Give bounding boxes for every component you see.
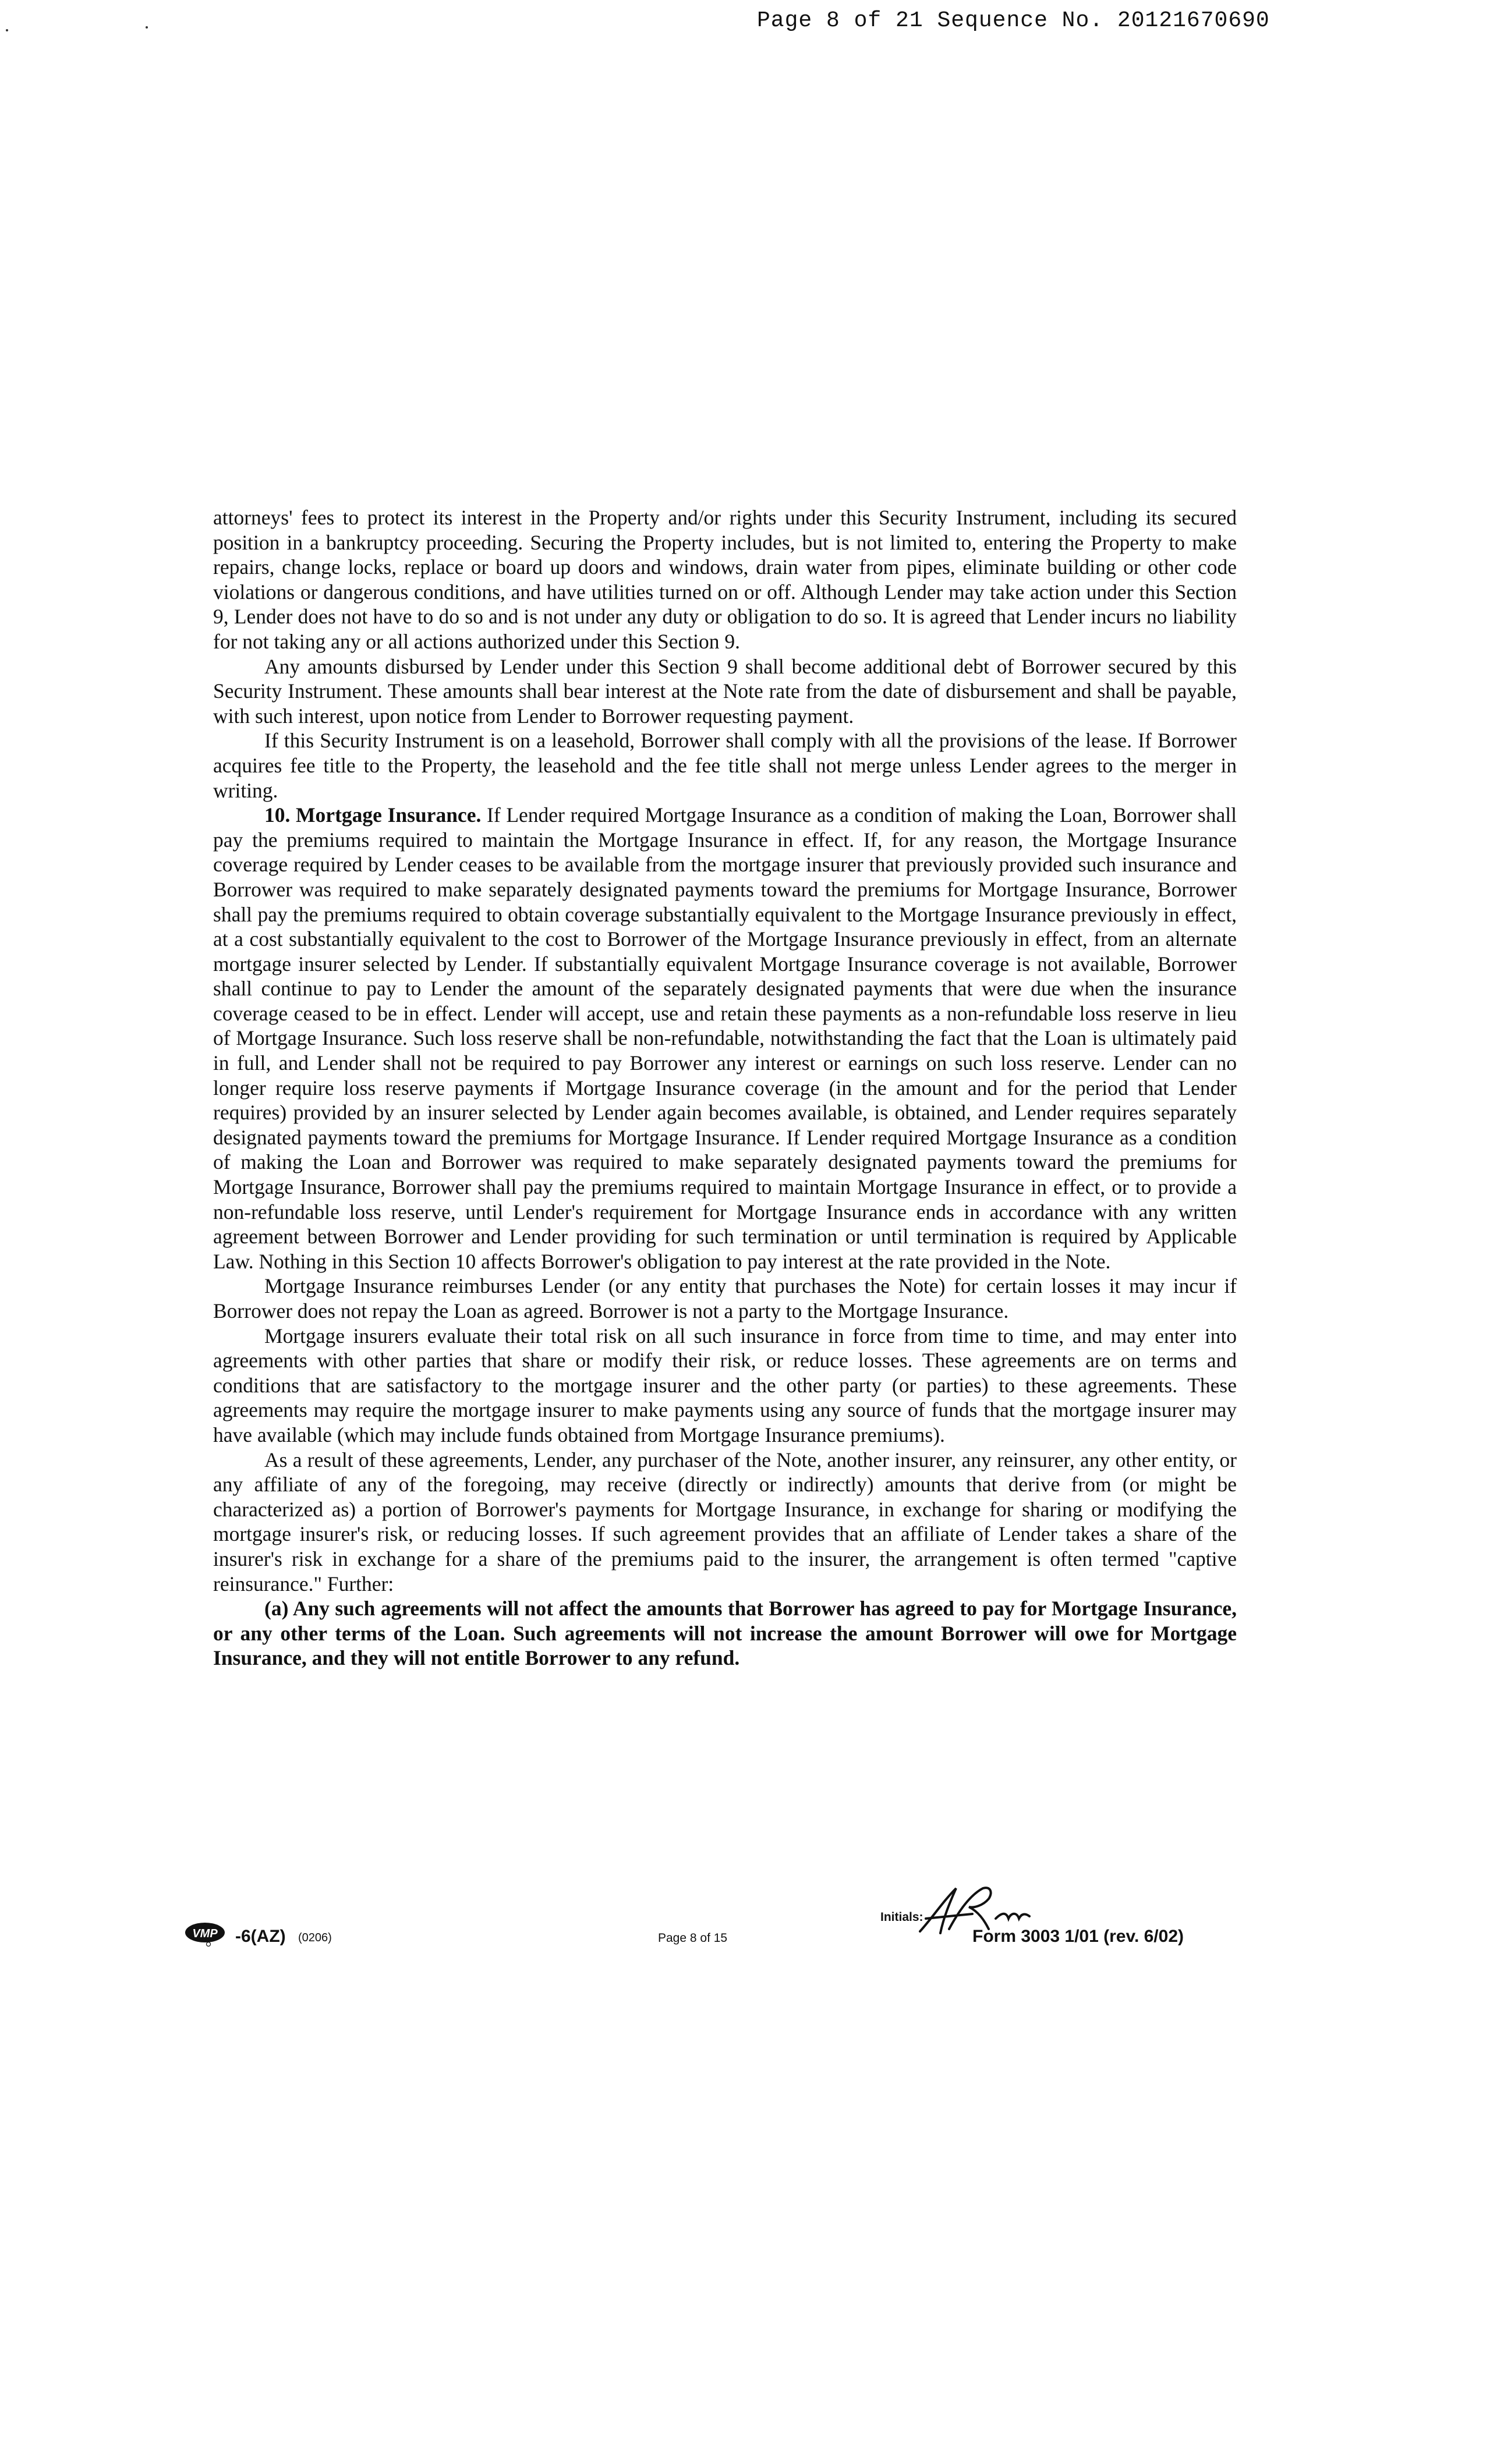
paragraph-p7: As a result of these agreements, Lender, any purchaser of the Note, another insurer, any reinsurer, any other entity, or any affiliate of any of the foregoing, may receive (directly or indirectly) amounts that derive from (or might be characterized as) a portion of Borrower's payments for Mortgage Insurance, in exchange for sharing or modifying the mortgage insurer's risk, or reducing losses. If such agreement provides that an affiliate of Lender takes a share of the insurer's risk in exchange for a share of the premiums paid to the insurer, the arrangement is often termed "captive reinsurance." Further: xyxy=(213,1448,1237,1596)
form-date: (0206) xyxy=(298,1931,332,1944)
paragraph-p6: Mortgage insurers evaluate their total risk on all such insurance in force from time to time, and may enter into agreements with other parties that share or modify their risk, or reduce losses. These agreements are on terms and conditions that are satisfactory to the mortgage insurer and the other party (or parties) to these agreements. These agreements may require the mortgage insurer to make payments using any source of funds that the mortgage insurer may have available (which may include funds obtained from Mortgage Insurance premiums). xyxy=(213,1324,1237,1447)
paragraph-p5: Mortgage Insurance reimburses Lender (or any entity that purchases the Note) for certain losses it may incur if Borrower does not repay the Loan as agreed. Borrower is not a party to the Mortgage Insurance. xyxy=(213,1274,1237,1323)
page-number: Page 8 of 15 xyxy=(658,1931,728,1945)
form-number: Form 3003 1/01 (rev. 6/02) xyxy=(972,1927,1184,1946)
vmp-logo-text: VMP xyxy=(192,1927,218,1940)
scan-speck xyxy=(146,26,148,29)
section-10-text: If Lender required Mortgage Insurance as a condition of making the Loan, Borrower shall pay the premiums required to maintain the Mortgage Insurance in effect. If, for any reason, the Mortgage Insurance coverage required by Lender ceases to be available from the mortgage insurer that previously provided such insurance and Borrower was required to make separately designated payments toward the premiums for Mortgage Insurance, Borrower shall pay the premiums required to obtain coverage substantially equivalent to the Mortgage Insurance previously in effect, at a cost substantially equivalent to the cost to Borrower of the Mortgage Insurance previously in effect, from an alternate mortgage insurer selected by Lender. If substantially equivalent Mortgage Insurance coverage is not available, Borrower shall continue to pay to Lender the amount of the separately designated payments that were due when the insurance coverage ceased to be in effect. Lender will accept, use and retain these payments as a non-refundable loss reserve in lieu of Mortgage Insurance. Such loss reserve shall be non-refundable, notwithstanding the fact that the Loan is ultimately paid in full, and Lender shall not be required to pay Borrower any interest or earnings on such loss reserve. Lender can no longer require loss reserve payments if Mortgage Insurance coverage (in the amount and for the period that Lender requires) provided by an insurer selected by Lender again becomes available, is obtained, and Lender requires separately designated payments toward the premiums for Mortgage Insurance. If Lender required Mortgage Insurance as a condition of making the Loan and Borrower was required to make separately designated payments toward the premiums for Mortgage Insurance, Borrower shall pay the premiums required to maintain Mortgage Insurance in effect, or to provide a non-refundable loss reserve, until Lender's requirement for Mortgage Insurance ends in accordance with any written agreement between Borrower and Lender providing for such termination or until termination is required by Applicable Law. Nothing in this Section 10 affects Borrower's obligation to pay interest at the rate provided in the Note. xyxy=(213,803,1237,1273)
section-10-heading: 10. Mortgage Insurance. xyxy=(264,803,482,827)
paragraph-p1: attorneys' fees to protect its interest in the Property and/or rights under this Security Instrument, including its secured position in a bankruptcy proceeding. Securing the Property includes, but is not limited to, entering the Property to make repairs, change locks, replace or board up doors and windows, drain water from pipes, eliminate building or other code violations or dangerous conditions, and have utilities turned on or off. Although Lender may take action under this Section 9, Lender does not have to do so and is not under any duty or obligation to do so. It is agreed that Lender incurs no liability for not taking any or all actions authorized under this Section 9. xyxy=(213,506,1237,653)
paragraph-mortgage-insurance xyxy=(213,803,1237,1274)
initials-label: Initials: xyxy=(880,1910,923,1924)
form-code: -6(AZ) xyxy=(235,1927,286,1946)
paragraph-p2: Any amounts disbursed by Lender under this Section 9 shall become additional debt of Borrower secured by this Security Instrument. These amounts shall bear interest at the Note rate from the date of disbursement and shall be payable, with such interest, upon notice from Lender to Borrower requesting payment. xyxy=(213,654,1237,728)
page-sequence-header: Page 8 of 21 Sequence No. 20121670690 xyxy=(757,8,1270,33)
vmp-logo-icon xyxy=(184,1921,235,1947)
paragraph-p3: If this Security Instrument is on a leasehold, Borrower shall comply with all the provisions of the lease. If Borrower acquires fee title to the Property, the leasehold and the fee title shall not merge unless Lender agrees to the merger in writing. xyxy=(213,729,1237,802)
document-body xyxy=(213,505,1237,1671)
scan-speck xyxy=(6,29,8,31)
paragraph-p8-bold: (a) Any such agreements will not affect the amounts that Borrower has agreed to pay for Mortgage Insurance, or any other terms of the Loan. Such agreements will not increase the amount Borrower will owe for Mortgage Insurance, and they will not entitle Borrower to any refund. xyxy=(213,1597,1237,1670)
